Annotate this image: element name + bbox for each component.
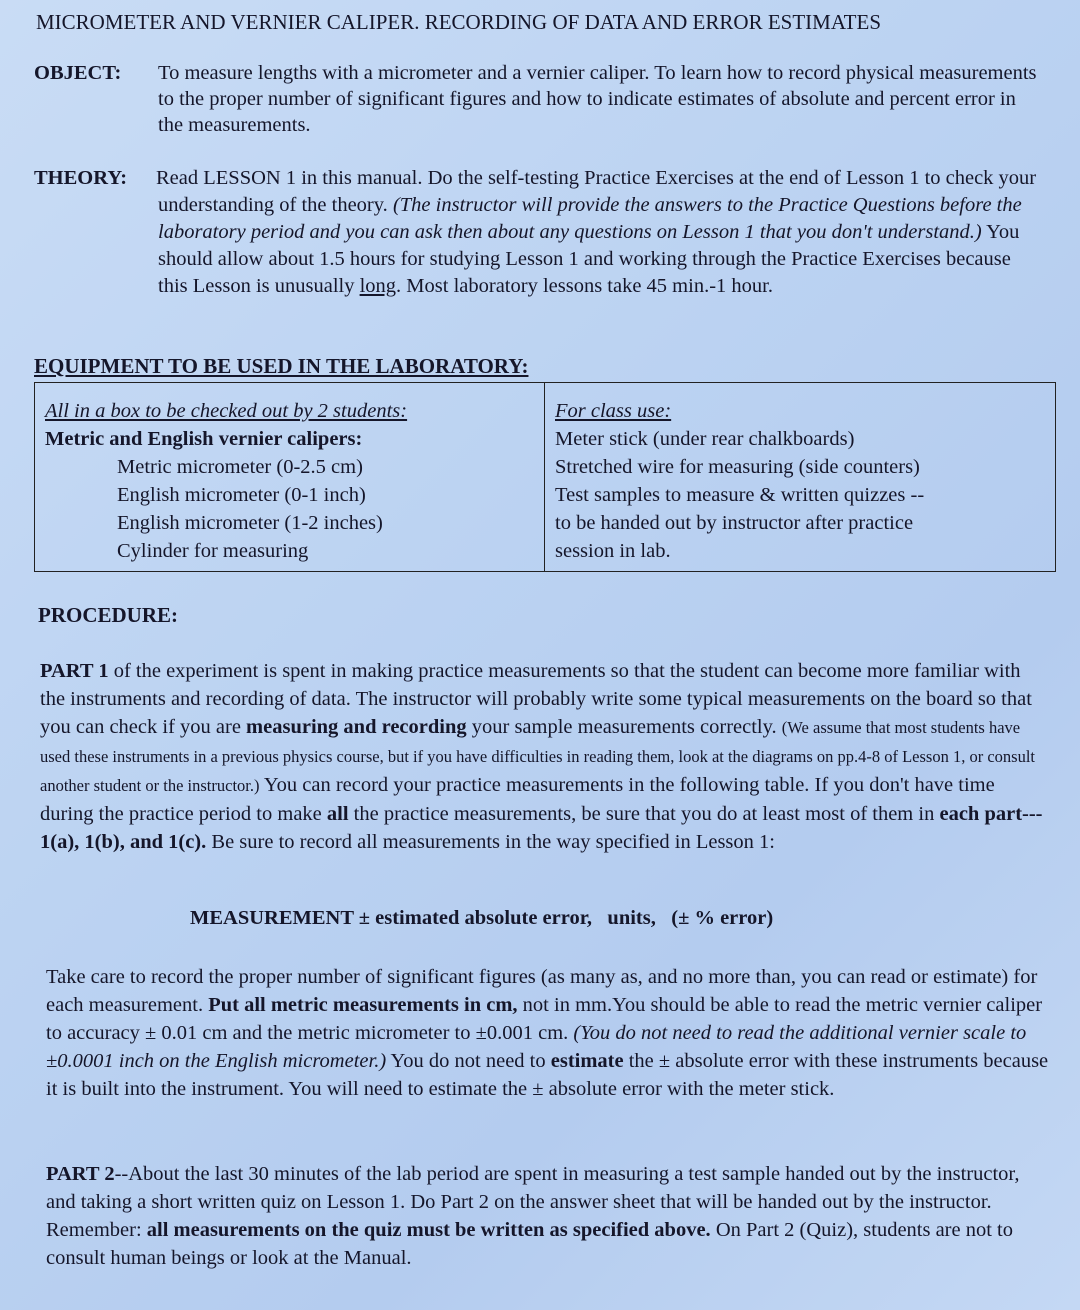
- theory-label: THEORY:: [34, 167, 128, 189]
- part2-text: --About the last 30 minutes of the lab period are spent in measuring a test sample handed out by the instructor, and taking a short written quiz on Lesson 1. Do Part 2 on the answer sheet that will be handed out by the instructor. Remember:: [46, 1163, 1020, 1241]
- measurement-formula: MEASUREMENT ± estimated absolute error, units, (± % error): [190, 907, 774, 929]
- theory-text-italic: (The instructor will provide the answers to the Practice Questions before the laboratory period and you can ask then about any questions on Lesson 1 that you don't understand.): [158, 194, 1022, 243]
- object-text: To measure lengths with a micrometer and a vernier caliper. To learn how to record physical measurements to the proper number of significant figures and how to indicate estimates of absolute and percent error in the measurements.: [158, 62, 1037, 136]
- part2-bold: all measurements on the quiz must be written as specified above.: [146, 1219, 711, 1241]
- equipment-left-item: Cylinder for measuring: [117, 540, 309, 562]
- para3-bold: Put all metric measurements in cm,: [208, 994, 518, 1016]
- part1-bold: measuring and recording: [246, 716, 467, 738]
- equipment-right-item: session in lab.: [555, 540, 671, 562]
- part1-text: of the experiment is spent in making practice measurements so that the student can become more familiar with the instruments and recording of data. The instructor will probably write some typical measurements on the board so that you can check if you are: [40, 660, 1032, 738]
- part1-text: You can record your practice measurements in the following table. If you don't have time during the practice period to make: [40, 774, 995, 825]
- equipment-left-item: Metric micrometer (0-2.5 cm): [117, 456, 363, 478]
- part1-small-note: (We assume that most students have used these instruments in a previous physics course, but if you have difficulties in reading them, look at the diagrams on pp.4-8 of Lesson 1, or consult another student or the instructor.): [40, 718, 1036, 795]
- part1-text: the practice measurements, be sure that you do at least most of them in: [348, 803, 940, 825]
- part2-text: On Part 2 (Quiz), students are not to consult human beings or look at the Manual.: [46, 1219, 1014, 1269]
- part1-text: Be sure to record all measurements in the way specified in Lesson 1:: [206, 831, 775, 853]
- equipment-right-item: to be handed out by instructor after practice: [555, 512, 914, 534]
- para3-bold: estimate: [550, 1050, 624, 1072]
- equipment-left-item: English micrometer (0-1 inch): [117, 484, 366, 506]
- equipment-left-column: [35, 383, 545, 571]
- equipment-left-heading: All in a box to be checked out by 2 students:: [45, 400, 408, 422]
- para3-italic: (You do not need to read the additional vernier scale to ±0.0001 inch on the English micrometer.): [46, 1022, 1027, 1072]
- procedure-heading: PROCEDURE:: [38, 603, 178, 627]
- para3-text: the ± absolute error with these instruments because it is built into the instrument. You will need to estimate the ± absolute error with the meter stick.: [46, 1050, 1049, 1100]
- part1-text: your sample measurements correctly.: [466, 716, 782, 738]
- para3-text: Take care to record the proper number of significant figures (as many as, and no more than, you can read or estimate) for each measurement.: [46, 966, 1038, 1016]
- part1-bold: each part--- 1(a), 1(b), and 1(c).: [40, 803, 1043, 853]
- equipment-table: [34, 382, 1056, 572]
- equipment-heading: EQUIPMENT TO BE USED IN THE LABORATORY:: [34, 354, 529, 378]
- equipment-left-subheading: Metric and English vernier calipers:: [45, 428, 363, 450]
- object-label: OBJECT:: [34, 62, 122, 84]
- para3-text: You do not need to: [386, 1050, 551, 1072]
- part2-label: PART 2: [46, 1163, 115, 1185]
- part2-paragraph: [46, 1160, 1046, 1272]
- theory-section: [34, 165, 1044, 300]
- page-title: MICROMETER AND VERNIER CALIPER. RECORDING OF DATA AND ERROR ESTIMATES: [36, 10, 881, 34]
- theory-text-c: . Most laboratory lessons take 45 min.-1 hour.: [396, 275, 773, 297]
- para3-text: not in mm.You should be able to read the metric vernier caliper to accuracy ± 0.01 cm and the metric micrometer to ±0.001 cm.: [46, 994, 1043, 1044]
- theory-text-underline: long: [359, 275, 397, 297]
- part1-bold: all: [326, 803, 349, 825]
- equipment-right-heading: For class use:: [555, 400, 672, 422]
- equipment-right-item: Meter stick (under rear chalkboards): [555, 428, 855, 450]
- part1-label: PART 1: [40, 660, 109, 682]
- equipment-left-item: English micrometer (1-2 inches): [117, 512, 383, 534]
- equipment-right-column: [545, 383, 1055, 571]
- equipment-right-item: Stretched wire for measuring (side counters): [555, 456, 920, 478]
- significant-figures-paragraph: [46, 963, 1060, 1103]
- part1-paragraph: [40, 657, 1050, 856]
- theory-text: [158, 165, 1044, 300]
- equipment-right-item: Test samples to measure & written quizzes --: [555, 484, 925, 506]
- theory-text-a: Read LESSON 1 in this manual. Do the self-testing Practice Exercises at the end of Lesson 1 to check your understanding of the theory.: [156, 167, 1037, 216]
- object-section: [34, 60, 1044, 138]
- theory-text-b: You should allow about 1.5 hours for studying Lesson 1 and working through the Practice Exercises because this Lesson is unusually: [158, 221, 1020, 297]
